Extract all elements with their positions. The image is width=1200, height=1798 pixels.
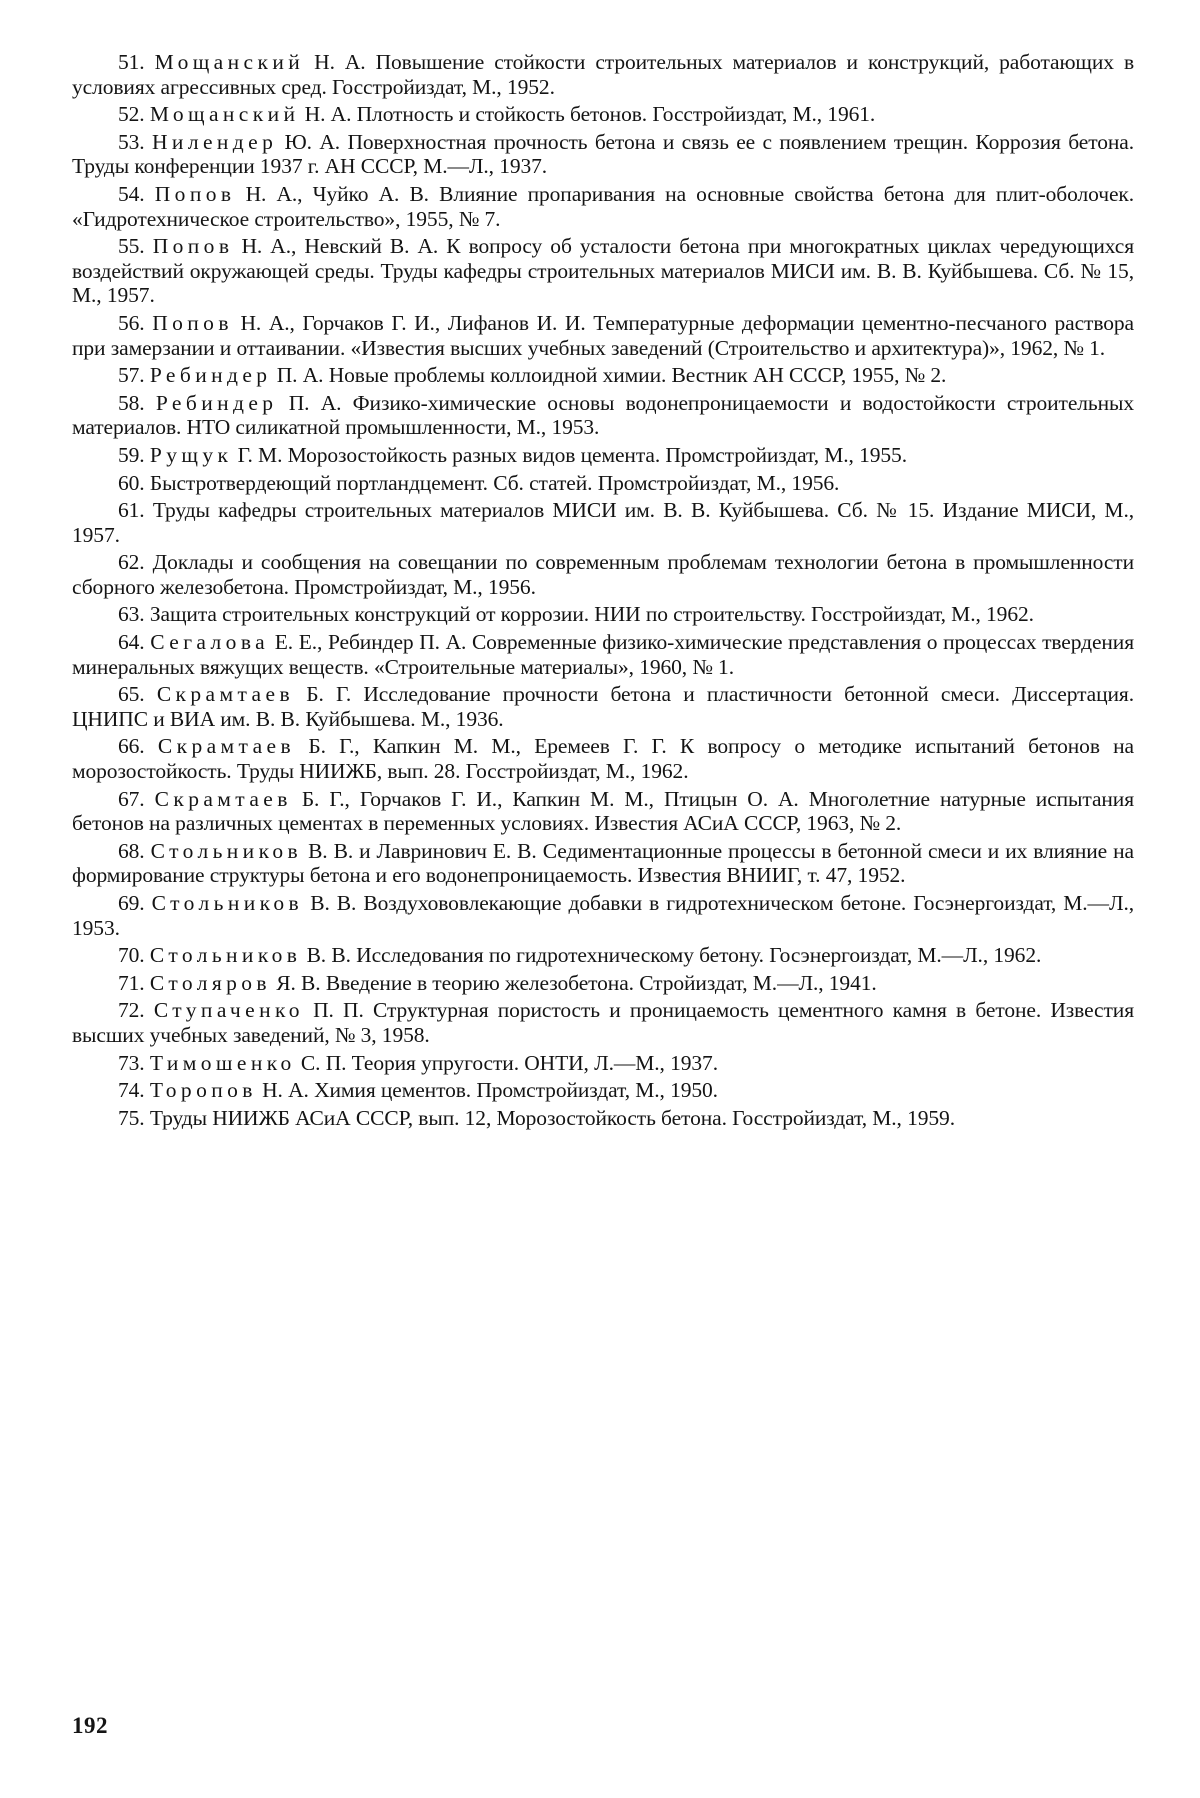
reference-author: Мощанский — [149, 102, 300, 127]
reference-text: Г. М. Морозостойкость разных видов цемента. Промстройиздат, М., 1955. — [232, 442, 907, 467]
reference-number: 68. — [118, 838, 145, 863]
bibliography-page — [72, 50, 1134, 1133]
reference-entry — [72, 102, 1134, 127]
reference-text: П. А. Новые проблемы коллоидной химии. Вестник АН СССР, 1955, № 2. — [271, 363, 947, 388]
reference-number: 72. — [118, 998, 145, 1023]
reference-text: Труды кафедры строительных материалов МИСИ им. В. В. Куйбышева. Сб. № 15. Издание МИСИ, М., 1957. — [72, 498, 1135, 547]
reference-text: Труды НИИЖБ АСиА СССР, вып. 12, Морозостойкость бетона. Госстройиздат, М., 1959. — [149, 1105, 955, 1130]
reference-author: Стольников — [149, 943, 302, 968]
reference-entry — [72, 550, 1134, 599]
reference-entry — [72, 1106, 1134, 1131]
reference-entry — [72, 363, 1134, 388]
reference-author: Попов — [152, 310, 233, 335]
reference-number: 70. — [118, 943, 145, 968]
reference-number: 62. — [118, 550, 145, 575]
reference-number: 51. — [118, 50, 145, 74]
reference-author: Ребиндер — [155, 390, 278, 415]
reference-entry — [72, 50, 1134, 99]
reference-number: 74. — [118, 1078, 145, 1103]
reference-entry — [72, 234, 1134, 308]
reference-number: 65. — [118, 682, 145, 707]
reference-number: 52. — [118, 102, 145, 127]
reference-entry — [72, 971, 1134, 996]
reference-text: Б. Г. Исследование прочности бетона и пластичности бетонной смеси. Диссертация. ЦНИПС и ВИА им. В. В. Куйбышева. М., 1936. — [72, 682, 1134, 731]
reference-text: Б. Г., Горчаков Г. И., Капкин М. М., Птицын О. А. Многолетние натурные испытания бетонов на различных цементах в переменных условиях. Известия АСиА СССР, 1963, № 2. — [72, 786, 1134, 836]
reference-author: Скрамтаев — [154, 786, 292, 811]
reference-entry — [72, 891, 1134, 940]
reference-number: 75. — [118, 1105, 145, 1130]
reference-text: Защита строительных конструкций от коррозии. НИИ по строительству. Госстройиздат, М., 1962. — [149, 602, 1034, 627]
reference-entry — [72, 787, 1134, 836]
reference-entry — [72, 630, 1134, 679]
reference-author: Мощанский — [154, 50, 305, 74]
reference-number: 55. — [118, 234, 145, 259]
reference-text: Е. Е., Ребиндер П. А. Современные физико-химические представления о процессах твердения минеральных вяжущих веществ. «Строительные материалы», 1960, № 1. — [72, 630, 1134, 679]
reference-entry — [72, 130, 1134, 179]
reference-text: П. А. Физико-химические основы водонепроницаемости и водостойкости строительных материалов. НТО силикатной промышленности, М., 1953. — [72, 390, 1135, 440]
reference-number: 73. — [118, 1050, 145, 1075]
reference-author: Торопов — [149, 1078, 257, 1103]
reference-entry — [72, 602, 1134, 627]
reference-text: Н. А. Повышение стойкости строительных материалов и конструкций, работающих в условиях агрессивных сред. Госстройиздат, М., 1952. — [72, 50, 1134, 99]
reference-text: Ю. А. Поверхностная прочность бетона и связь ее с появлением трещин. Коррозия бетона. Труды конференции 1937 г. АН СССР, М.—Л., 1937. — [72, 129, 1134, 179]
reference-number: 69. — [118, 891, 145, 915]
reference-text: Н. А. Химия цементов. Промстройиздат, М., 1950. — [256, 1078, 718, 1103]
reference-entry — [72, 391, 1134, 440]
reference-text: Доклады и сообщения на совещании по современным проблемам технологии бетона в промышленности сборного железобетона. Промстройиздат, М., 1956. — [72, 550, 1134, 599]
reference-author: Скрамтаев — [156, 682, 294, 707]
reference-number: 63. — [118, 602, 145, 627]
reference-number: 53. — [118, 129, 145, 154]
reference-entry — [72, 498, 1134, 547]
reference-number: 58. — [118, 390, 145, 415]
reference-text: П. П. Структурная пористость и проницаемость цементного камня в бетоне. Известия высших учебных заведений, № 3, 1958. — [72, 998, 1134, 1047]
reference-number: 71. — [118, 970, 145, 995]
reference-author: Скрамтаев — [157, 734, 296, 759]
reference-author: Рущук — [149, 442, 233, 467]
reference-entry — [72, 839, 1134, 888]
reference-author: Сегалова — [150, 630, 270, 655]
reference-text: В. В. Исследования по гидротехническому бетону. Госэнергоиздат, М.—Л., 1962. — [301, 943, 1042, 968]
reference-entry — [72, 182, 1134, 231]
reference-entry — [72, 998, 1134, 1047]
reference-author: Ребиндер — [149, 363, 272, 388]
reference-number: 57. — [118, 363, 145, 388]
reference-number: 61. — [118, 498, 145, 523]
reference-author: Стольников — [150, 838, 303, 863]
reference-author: Столяров — [149, 970, 271, 995]
reference-number: 60. — [118, 470, 145, 495]
reference-text: В. В. и Лавринович Е. В. Седиментационные процессы в бетонной смеси и их влияние на формирование структуры бетона и его водонепроницаемость. Известия ВНИИГ, т. 47, 1952. — [72, 838, 1134, 888]
reference-number: 54. — [118, 181, 145, 206]
reference-number: 64. — [118, 630, 145, 655]
reference-number: 67. — [118, 786, 145, 811]
reference-entry — [72, 682, 1134, 731]
page-number: 192 — [72, 1713, 108, 1738]
reference-entry — [72, 943, 1134, 968]
reference-list — [72, 50, 1134, 1130]
reference-entry — [72, 1078, 1134, 1103]
reference-text: Быстротвердеющий портландцемент. Сб. статей. Промстройиздат, М., 1956. — [149, 470, 840, 495]
reference-entry — [72, 734, 1134, 783]
reference-author: Стольников — [151, 891, 304, 915]
reference-text: Б. Г., Капкин М. М., Еремеев Г. Г. К вопросу о методике испытаний бетонов на морозостойкость. Труды НИИЖБ, вып. 28. Госстройиздат, М., 1962. — [72, 734, 1134, 784]
reference-text: Н. А., Чуйко А. В. Влияние пропаривания на основные свойства бетона для плит-оболочек. «Гидротехническое строительство», 1955, № 7. — [72, 181, 1135, 231]
reference-number: 66. — [118, 734, 145, 759]
reference-author: Тимошенко — [149, 1050, 296, 1075]
reference-text: Н. А. Плотность и стойкость бетонов. Госстройиздат, М., 1961. — [299, 102, 876, 127]
reference-text: Н. А., Горчаков Г. И., Лифанов И. И. Температурные деформации цементно-песчаного раствора при замерзании и оттаивании. «Известия высших учебных заведений (Строительство и архитектура)», 1962, № 1. — [72, 310, 1134, 360]
reference-number: 59. — [118, 442, 145, 467]
reference-author: Нилендер — [152, 129, 278, 154]
reference-entry — [72, 471, 1134, 496]
reference-entry — [72, 1051, 1134, 1076]
reference-number: 56. — [118, 310, 145, 335]
reference-text: Н. А., Невский В. А. К вопросу об усталости бетона при многократных циклах чередующихся воздействий окружающей среды. Труды кафедры строительных материалов МИСИ им. В. В. Куйбышева. Сб. № 15, М., 1957. — [72, 234, 1134, 308]
reference-entry — [72, 443, 1134, 468]
reference-author: Ступаченко — [153, 998, 304, 1023]
reference-text: С. П. Теория упругости. ОНТИ, Л.—М., 1937. — [295, 1050, 718, 1075]
reference-author: Попов — [152, 234, 234, 259]
reference-text: Я. В. Введение в теорию железобетона. Стройиздат, М.—Л., 1941. — [270, 970, 877, 995]
reference-entry — [72, 311, 1134, 360]
reference-text: В. В. Воздухововлекающие добавки в гидротехническом бетоне. Госэнергоиздат, М.—Л., 1953. — [72, 891, 1134, 940]
reference-author: Попов — [154, 181, 236, 206]
